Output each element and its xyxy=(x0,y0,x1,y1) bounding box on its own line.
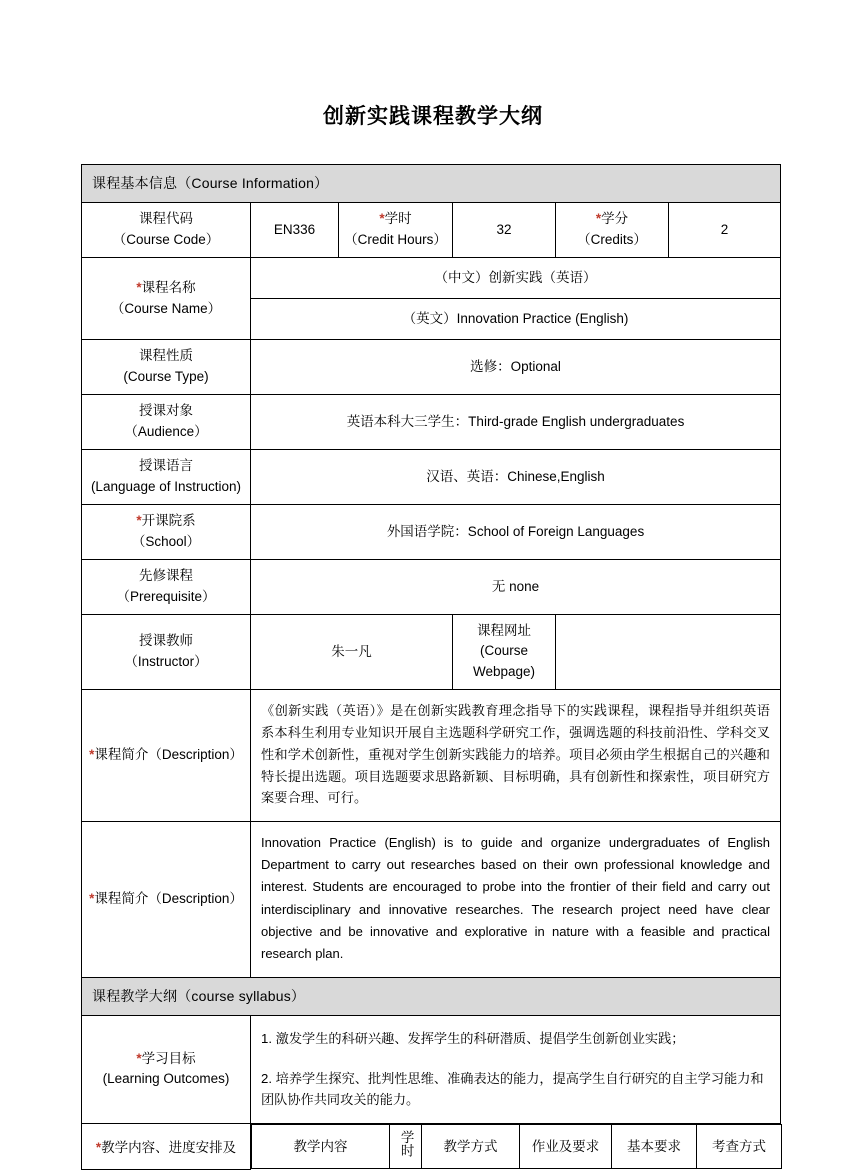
section-band-course-syllabus: 课程教学大纲（course syllabus） xyxy=(82,977,781,1015)
label-course-type-en: (Course Type) xyxy=(123,369,209,385)
value-language-of-instruction: 汉语、英语：Chinese,English xyxy=(251,450,781,505)
label-course-type xyxy=(82,340,251,395)
table-row-course-information-band xyxy=(82,165,781,203)
label-course-code-cn: 课程代码 xyxy=(139,211,193,226)
value-course-webpage xyxy=(556,614,781,690)
value-learning-outcomes xyxy=(251,1015,781,1123)
column-header-assignments: 作业及要求 xyxy=(520,1125,612,1169)
required-asterisk-credits: * xyxy=(595,211,602,226)
value-school: 外国语学院：School of Foreign Languages xyxy=(251,504,781,559)
required-asterisk-school: * xyxy=(136,512,142,528)
label-instructor-en: （Instructor） xyxy=(124,653,208,669)
syllabus-table xyxy=(81,164,781,1170)
label-credits-cn: *学分 xyxy=(595,211,629,226)
label-school-cn: *开课院系 xyxy=(136,512,196,528)
label-course-code xyxy=(82,203,251,258)
value-credit-hours: 32 xyxy=(453,203,556,258)
value-instructor: 朱一凡 xyxy=(251,614,453,690)
label-instructor-cn: 授课教师 xyxy=(139,633,193,649)
value-description-en: Innovation Practice (English) is to guide and organize undergraduates of English Department to carry out researches based on their own professional knowledge and interest. Students are encouraged to probe into the frontier of their field and carry out interdisciplinary and innovative researches. The research project need have clear objective and be innovative and explorative in nature with a feasible and practical research plan. xyxy=(251,822,781,978)
value-credits: 2 xyxy=(669,203,781,258)
label-description-en-text: 课程简介（Description） xyxy=(94,891,243,907)
label-course-webpage-cn: 课程网址 xyxy=(477,622,531,638)
column-header-teaching-content: 教学内容 xyxy=(252,1125,390,1169)
column-header-basic-requirements: 基本要求 xyxy=(612,1125,697,1169)
table-row-course-name-cn xyxy=(82,257,781,298)
table-row-prerequisite xyxy=(82,559,781,614)
label-course-name-en: （Course Name） xyxy=(110,300,222,316)
label-course-type-cn: 课程性质 xyxy=(139,348,193,364)
value-description-cn: 《创新实践（英语）》是在创新实践教育理念指导下的实践课程，课程指导并组织英语系本科生利用专业知识开展自主选题科学研究工作，强调选题的科技前沿性、学科交叉性和学术创新性，重视对学生创新实践能力的培养。项目必须由学生根据自己的兴趣和特长提出选题。项目选题要求思路新颖、目标明确，具有创新性和探索性，项目研究方案要合理、可行。 xyxy=(251,690,781,822)
label-school xyxy=(82,504,251,559)
label-audience-en: （Audience） xyxy=(124,424,208,440)
label-language-of-instruction-cn: 授课语言 xyxy=(139,458,193,474)
label-credit-hours-en: （Credit Hours） xyxy=(344,231,447,247)
learning-outcome-item: 2. 培养学生探究、批判性思维、准确表达的能力，提高学生自行研究的自主学习能力和团队协作共同攻关的能力。 xyxy=(261,1070,764,1108)
label-course-name xyxy=(82,257,251,340)
required-asterisk-credit-hours: * xyxy=(379,211,385,226)
label-description-cn xyxy=(82,690,251,822)
label-learning-outcomes-en: (Learning Outcomes) xyxy=(102,1071,230,1087)
table-row-teaching-content xyxy=(82,1124,781,1170)
label-language-of-instruction-en: (Language of Instruction) xyxy=(90,478,242,494)
value-audience: 英语本科大三学生：Third-grade English undergraduates xyxy=(251,395,781,450)
label-school-en: （School） xyxy=(131,533,201,549)
label-audience-cn: 授课对象 xyxy=(139,403,193,419)
required-asterisk-course-name: * xyxy=(136,279,142,295)
label-description-en xyxy=(82,822,251,978)
label-course-webpage-en: (Course Webpage) xyxy=(472,643,536,680)
teaching-content-table xyxy=(251,1124,782,1169)
table-row-instructor xyxy=(82,614,781,690)
page-title: 创新实践课程教学大纲 xyxy=(323,104,543,128)
value-prerequisite: 无 none xyxy=(251,559,781,614)
table-row-course-syllabus-band xyxy=(82,977,781,1015)
label-learning-outcomes-cn: *学习目标 xyxy=(136,1050,196,1066)
value-course-name-cn: （中文）创新实践（英语） xyxy=(251,257,781,298)
table-row-description-cn xyxy=(82,690,781,822)
label-credit-hours-cn: *学时 xyxy=(379,211,412,226)
table-row-school xyxy=(82,504,781,559)
required-asterisk-learning-outcomes: * xyxy=(136,1050,142,1066)
table-row-description-en xyxy=(82,822,781,978)
label-course-code-en: （Course Code） xyxy=(112,231,220,247)
label-language-of-instruction xyxy=(82,450,251,505)
table-row-language-of-instruction xyxy=(82,450,781,505)
value-course-type: 选修：Optional xyxy=(251,340,781,395)
label-teaching-content xyxy=(82,1124,251,1170)
learning-outcome-item: 1. 激发学生的科研兴趣、发挥学生的科研潜质、提倡学生创新创业实践； xyxy=(261,1030,685,1046)
column-header-credit-hours-text: 学时 xyxy=(398,1130,414,1158)
label-prerequisite-cn: 先修课程 xyxy=(139,567,193,583)
required-asterisk-teaching-content: * xyxy=(95,1139,102,1155)
label-teaching-content-text: 教学内容、进度安排及 xyxy=(101,1139,237,1155)
table-row-course-code xyxy=(82,203,781,258)
label-description-cn-text: 课程简介（Description） xyxy=(94,747,243,763)
column-header-assessment-method: 考查方式 xyxy=(697,1125,782,1169)
required-asterisk-description-cn: * xyxy=(89,747,95,763)
label-prerequisite-en: （Prerequisite） xyxy=(116,588,216,604)
required-asterisk-description-en: * xyxy=(89,891,95,907)
table-row-course-type xyxy=(82,340,781,395)
teaching-content-header-row xyxy=(252,1125,782,1169)
label-credits-en: （Credits） xyxy=(577,231,647,247)
section-band-course-information: 课程基本信息（Course Information） xyxy=(82,165,781,203)
column-header-credit-hours xyxy=(390,1125,422,1169)
label-prerequisite xyxy=(82,559,251,614)
label-learning-outcomes xyxy=(82,1015,251,1123)
label-course-name-cn: *课程名称 xyxy=(136,279,196,295)
value-course-code: EN336 xyxy=(251,203,339,258)
label-audience xyxy=(82,395,251,450)
column-header-teaching-method: 教学方式 xyxy=(422,1125,520,1169)
label-credit-hours xyxy=(339,203,453,258)
label-course-webpage xyxy=(453,614,556,690)
table-row-learning-outcomes xyxy=(82,1015,781,1123)
label-instructor xyxy=(82,614,251,690)
table-row-audience xyxy=(82,395,781,450)
value-course-name-en: （英文）Innovation Practice (English) xyxy=(251,299,781,340)
teaching-content-table-wrapper xyxy=(251,1124,781,1170)
label-credits xyxy=(556,203,669,258)
